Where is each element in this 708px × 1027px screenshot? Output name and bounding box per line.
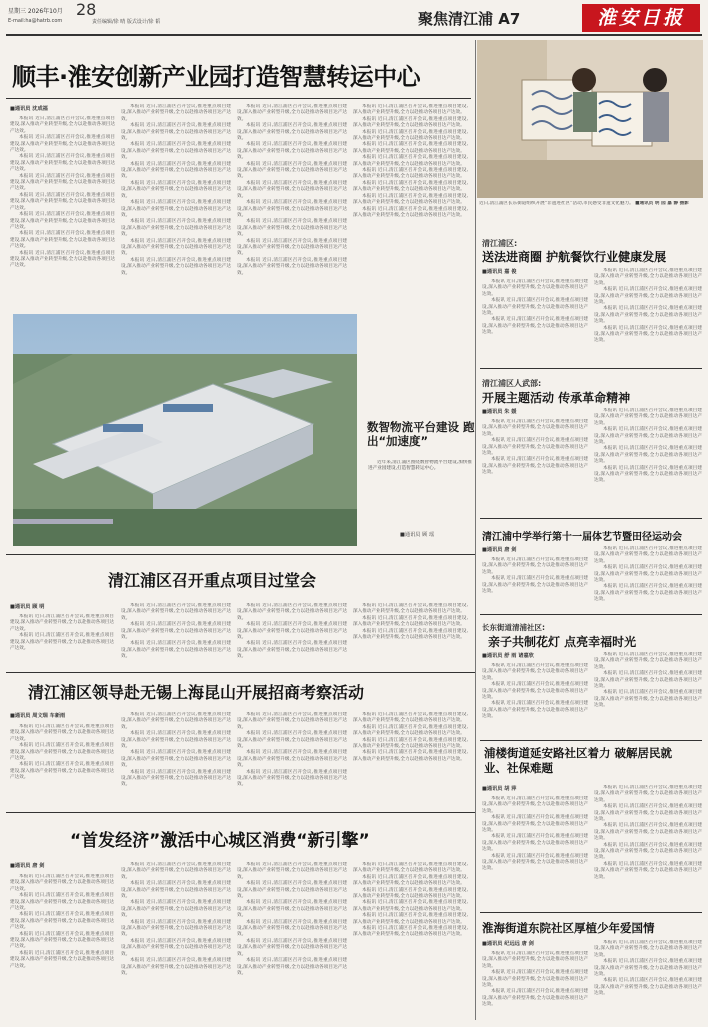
economy-col-3: 本报讯 近日,清江浦区召开会议,推进重点项目建设,深入推动产业转型升级,全力以赴推动各项目达产达效。 本报讯 近日,清江浦区召开会议,推进重点项目建设,深入推动产业转型升级,全力以赴推动各项目达产达效。 本报讯 近日,清江浦区召开会议,推进重点项目建设,深入推动产业转型升级,全力以赴推动各项目达产达效。 本报讯 近日,清江浦区召开会议,推进重点项目建设,深入推动产业转型升级,全力以赴推动各项目达产达效。 本报讯 近日,清江浦区召开会议,推进重点项目建设,深入推动产业转型升级,全力以赴推动各项目达产达效。 本报讯 近日,清江浦区召开会议,推进重点项目建设,深入推动产业转型升级,全力以赴推动各项目达产达效。 [237, 862, 347, 976]
article-5-title: 浦楼街道延安路社区着力 破解居民就业、社保难题 [484, 746, 673, 775]
article-4-byline: ■通讯员 舒 雨 诸嘉欣 [482, 653, 534, 659]
article-6-col-2: 本报讯 近日,清江浦区召开会议,推进重点项目建设,深入推动产业转型升级,全力以赴推动各项目达产达效。 本报讯 近日,清江浦区召开会议,推进重点项目建设,深入推动产业转型升级,全力以赴推动各项目达产达效。 本报讯 近日,清江浦区召开会议,推进重点项目建设,深入推动产业转型升级,全力以赴推动各项目达产达效。 [594, 940, 702, 997]
article-4-tag: 长东街道清浦社区: [482, 623, 545, 632]
meeting-title: 清江浦区召开重点项目过堂会 [108, 571, 317, 590]
lead-rule [6, 98, 471, 99]
article-2-col-1: 本报讯 近日,清江浦区召开会议,推进重点项目建设,深入推动产业转型升级,全力以赴推动各项目达产达效。 本报讯 近日,清江浦区召开会议,推进重点项目建设,深入推动产业转型升级,全力以赴推动各项目达产达效。 本报讯 近日,清江浦区召开会议,推进重点项目建设,深入推动产业转型升级,全力以赴推动各项目达产达效。 [482, 419, 588, 476]
investment-col-1: 本报讯 近日,清江浦区召开会议,推进重点项目建设,深入推动产业转型升级,全力以赴推动各项目达产达效。 本报讯 近日,清江浦区召开会议,推进重点项目建设,深入推动产业转型升级,全力以赴推动各项目达产达效。 本报讯 近日,清江浦区召开会议,推进重点项目建设,深入推动产业转型升级,全力以赴推动各项目达产达效。 [10, 724, 114, 781]
heritage-photo-art [477, 40, 703, 198]
lead-title: 顺丰·淮安创新产业园打造智慧转运中心 [12, 63, 421, 91]
economy-byline: ■通讯员 唐 剑 [10, 863, 45, 869]
meeting-col-3: 本报讯 近日,清江浦区召开会议,推进重点项目建设,深入推动产业转型升级,全力以赴推动各项目达产达效。 本报讯 近日,清江浦区召开会议,推进重点项目建设,深入推动产业转型升级,全力以赴推动各项目达产达效。 本报讯 近日,清江浦区召开会议,推进重点项目建设,深入推动产业转型升级,全力以赴推动各项目达产达效。 [237, 603, 347, 660]
article-3-col-1: 本报讯 近日,清江浦区召开会议,推进重点项目建设,深入推动产业转型升级,全力以赴推动各项目达产达效。 本报讯 近日,清江浦区召开会议,推进重点项目建设,深入推动产业转型升级,全力以赴推动各项目达产达效。 [482, 557, 588, 595]
meeting-byline: ■通讯员 顾 明 [10, 604, 45, 610]
issue-date: 星期三 2026年10月 [8, 8, 63, 15]
article-1-col-1: 本报讯 近日,清江浦区召开会议,推进重点项目建设,深入推动产业转型升级,全力以赴推动各项目达产达效。 本报讯 近日,清江浦区召开会议,推进重点项目建设,深入推动产业转型升级,全力以赴推动各项目达产达效。 本报讯 近日,清江浦区召开会议,推进重点项目建设,深入推动产业转型升级,全力以赴推动各项目达产达效。 [482, 279, 588, 336]
investment-col-4: 本报讯 近日,清江浦区召开会议,推进重点项目建设,深入推动产业转型升级,全力以赴推动各项目达产达效。 本报讯 近日,清江浦区召开会议,推进重点项目建设,深入推动产业转型升级,全力以赴推动各项目达产达效。 本报讯 近日,清江浦区召开会议,推进重点项目建设,深入推动产业转型升级,全力以赴推动各项目达产达效。 本报讯 近日,清江浦区召开会议,推进重点项目建设,深入推动产业转型升级,全力以赴推动各项目达产达效。 [353, 712, 468, 762]
meeting-col-4: 本报讯 近日,清江浦区召开会议,推进重点项目建设,深入推动产业转型升级,全力以赴推动各项目达产达效。 本报讯 近日,清江浦区召开会议,推进重点项目建设,深入推动产业转型升级,全力以赴推动各项目达产达效。 本报讯 近日,清江浦区召开会议,推进重点项目建设,深入推动产业转型升级,全力以赴推动各项目达产达效。 [353, 603, 468, 641]
article-2-title: 开展主题活动 传承革命精神 [482, 391, 631, 405]
economy-col-4: 本报讯 近日,清江浦区召开会议,推进重点项目建设,深入推动产业转型升级,全力以赴推动各项目达产达效。 本报讯 近日,清江浦区召开会议,推进重点项目建设,深入推动产业转型升级,全力以赴推动各项目达产达效。 本报讯 近日,清江浦区召开会议,推进重点项目建设,深入推动产业转型升级,全力以赴推动各项目达产达效。 本报讯 近日,清江浦区召开会议,推进重点项目建设,深入推动产业转型升级,全力以赴推动各项目达产达效。 本报讯 近日,清江浦区召开会议,推进重点项目建设,深入推动产业转型升级,全力以赴推动各项目达产达效。 本报讯 近日,清江浦区召开会议,推进重点项目建设,深入推动产业转型升级,全力以赴推动各项目达产达效。 [353, 862, 468, 938]
article-2-tag: 清江浦区人武部: [482, 379, 542, 388]
article-3-title: 清江浦中学举行第十一届体艺节暨田径运动会 [482, 532, 682, 543]
article-3-col-2: 本报讯 近日,清江浦区召开会议,推进重点项目建设,深入推动产业转型升级,全力以赴推动各项目达产达效。 本报讯 近日,清江浦区召开会议,推进重点项目建设,深入推动产业转型升级,全力以赴推动各项目达产达效。 本报讯 近日,清江浦区召开会议,推进重点项目建设,深入推动产业转型升级,全力以赴推动各项目达产达效。 [594, 546, 702, 603]
article-4-col-2: 本报讯 近日,清江浦区召开会议,推进重点项目建设,深入推动产业转型升级,全力以赴推动各项目达产达效。 本报讯 近日,清江浦区召开会议,推进重点项目建设,深入推动产业转型升级,全力以赴推动各项目达产达效。 本报讯 近日,清江浦区召开会议,推进重点项目建设,深入推动产业转型升级,全力以赴推动各项目达产达效。 [594, 652, 702, 709]
photo-credit: ■通讯员 顾 瑶 [400, 532, 435, 538]
article-6-byline: ■通讯员 纪远远 唐 剑 [482, 941, 534, 947]
article-4-col-1: 本报讯 近日,清江浦区召开会议,推进重点项目建设,深入推动产业转型升级,全力以赴推动各项目达产达效。 本报讯 近日,清江浦区召开会议,推进重点项目建设,深入推动产业转型升级,全力以赴推动各项目达产达效。 本报讯 近日,清江浦区召开会议,推进重点项目建设,深入推动产业转型升级,全力以赴推动各项目达产达效。 [482, 663, 588, 720]
article-2-col-2: 本报讯 近日,清江浦区召开会议,推进重点项目建设,深入推动产业转型升级,全力以赴推动各项目达产达效。 本报讯 近日,清江浦区召开会议,推进重点项目建设,深入推动产业转型升级,全力以赴推动各项目达产达效。 本报讯 近日,清江浦区召开会议,推进重点项目建设,深入推动产业转型升级,全力以赴推动各项目达产达效。 本报讯 近日,清江浦区召开会议,推进重点项目建设,深入推动产业转型升级,全力以赴推动各项目达产达效。 [594, 408, 702, 484]
meeting-col-1: 本报讯 近日,清江浦区召开会议,推进重点项目建设,深入推动产业转型升级,全力以赴推动各项目达产达效。 本报讯 近日,清江浦区召开会议,推进重点项目建设,深入推动产业转型升级,全力以赴推动各项目达产达效。 [10, 614, 114, 652]
lead-col-1: 本报讯 近日,清江浦区召开会议,推进重点项目建设,深入推动产业转型升级,全力以赴推动各项目达产达效。 本报讯 近日,清江浦区召开会议,推进重点项目建设,深入推动产业转型升级,全力以赴推动各项目达产达效。 本报讯 近日,清江浦区召开会议,推进重点项目建设,深入推动产业转型升级,全力以赴推动各项目达产达效。 本报讯 近日,清江浦区召开会议,推进重点项目建设,深入推动产业转型升级,全力以赴推动各项目达产达效。 本报讯 近日,清江浦区召开会议,推进重点项目建设,深入推动产业转型升级,全力以赴推动各项目达产达效。 本报讯 近日,清江浦区召开会议,推进重点项目建设,深入推动产业转型升级,全力以赴推动各项目达产达效。 本报讯 近日,清江浦区召开会议,推进重点项目建设,深入推动产业转型升级,全力以赴推动各项目达产达效。 本报讯 近日,清江浦区召开会议,推进重点项目建设,深入推动产业转型升级,全力以赴推动各项目达产达效。 [10, 116, 115, 269]
article-3-byline: ■通讯员 唐 剑 [482, 547, 517, 553]
article-1-byline: ■通讯员 嘉 俊 [482, 269, 517, 275]
masthead-rule [6, 34, 702, 36]
economy-col-2: 本报讯 近日,清江浦区召开会议,推进重点项目建设,深入推动产业转型升级,全力以赴推动各项目达产达效。 本报讯 近日,清江浦区召开会议,推进重点项目建设,深入推动产业转型升级,全力以赴推动各项目达产达效。 本报讯 近日,清江浦区召开会议,推进重点项目建设,深入推动产业转型升级,全力以赴推动各项目达产达效。 本报讯 近日,清江浦区召开会议,推进重点项目建设,深入推动产业转型升级,全力以赴推动各项目达产达效。 本报讯 近日,清江浦区召开会议,推进重点项目建设,深入推动产业转型升级,全力以赴推动各项目达产达效。 本报讯 近日,清江浦区召开会议,推进重点项目建设,深入推动产业转型升级,全力以赴推动各项目达产达效。 [121, 862, 231, 976]
article-1-tag: 清江浦区: [482, 239, 518, 248]
email: E-mail:ha@hatrb.com [8, 18, 63, 24]
article-3-rule [480, 518, 702, 519]
article-6-rule [480, 912, 702, 913]
article-5-byline: ■通讯员 胡 萍 [482, 786, 517, 792]
issue-day: 28 [76, 0, 97, 19]
column-divider [475, 40, 476, 1020]
investment-col-2: 本报讯 近日,清江浦区召开会议,推进重点项目建设,深入推动产业转型升级,全力以赴推动各项目达产达效。 本报讯 近日,清江浦区召开会议,推进重点项目建设,深入推动产业转型升级,全力以赴推动各项目达产达效。 本报讯 近日,清江浦区召开会议,推进重点项目建设,深入推动产业转型升级,全力以赴推动各项目达产达效。 本报讯 近日,清江浦区召开会议,推进重点项目建设,深入推动产业转型升级,全力以赴推动各项目达产达效。 [121, 712, 231, 788]
article-5-col-1: 本报讯 近日,清江浦区召开会议,推进重点项目建设,深入推动产业转型升级,全力以赴推动各项目达产达效。 本报讯 近日,清江浦区召开会议,推进重点项目建设,深入推动产业转型升级,全力以赴推动各项目达产达效。 本报讯 近日,清江浦区召开会议,推进重点项目建设,深入推动产业转型升级,全力以赴推动各项目达产达效。 本报讯 近日,清江浦区召开会议,推进重点项目建设,深入推动产业转型升级,全力以赴推动各项目达产达效。 [482, 796, 588, 872]
article-6-col-1: 本报讯 近日,清江浦区召开会议,推进重点项目建设,深入推动产业转型升级,全力以赴推动各项目达产达效。 本报讯 近日,清江浦区召开会议,推进重点项目建设,深入推动产业转型升级,全力以赴推动各项目达产达效。 本报讯 近日,清江浦区召开会议,推进重点项目建设,深入推动产业转型升级,全力以赴推动各项目达产达效。 [482, 951, 588, 1008]
logistics-photo [13, 314, 357, 546]
article-6-title: 淮海街道东院社区厚植少年爱国情 [482, 921, 655, 935]
article-5-rule [480, 740, 702, 741]
meeting-rule [6, 554, 475, 555]
heritage-photo [477, 40, 703, 198]
photo-caption: 近年来,清江浦区围绕数智物流平台建设,加快推进产业园建设,打造智慧转运中心。 [368, 460, 472, 472]
economy-rule [6, 812, 475, 813]
photo-title: 数智物流平台建设 跑出“加速度” [367, 420, 475, 448]
economy-title: “首发经济”激活中心城区消费“新引擎” [70, 831, 370, 851]
lead-col-4: 本报讯 近日,清江浦区召开会议,推进重点项目建设,深入推动产业转型升级,全力以赴推动各项目达产达效。 本报讯 近日,清江浦区召开会议,推进重点项目建设,深入推动产业转型升级,全力以赴推动各项目达产达效。 本报讯 近日,清江浦区召开会议,推进重点项目建设,深入推动产业转型升级,全力以赴推动各项目达产达效。 本报讯 近日,清江浦区召开会议,推进重点项目建设,深入推动产业转型升级,全力以赴推动各项目达产达效。 本报讯 近日,清江浦区召开会议,推进重点项目建设,深入推动产业转型升级,全力以赴推动各项目达产达效。 本报讯 近日,清江浦区召开会议,推进重点项目建设,深入推动产业转型升级,全力以赴推动各项目达产达效。 本报讯 近日,清江浦区召开会议,推进重点项目建设,深入推动产业转型升级,全力以赴推动各项目达产达效。 本报讯 近日,清江浦区召开会议,推进重点项目建设,深入推动产业转型升级,全力以赴推动各项目达产达效。 本报讯 近日,清江浦区召开会议,推进重点项目建设,深入推动产业转型升级,全力以赴推动各项目达产达效。 [353, 104, 468, 218]
article-5-col-2: 本报讯 近日,清江浦区召开会议,推进重点项目建设,深入推动产业转型升级,全力以赴推动各项目达产达效。 本报讯 近日,清江浦区召开会议,推进重点项目建设,深入推动产业转型升级,全力以赴推动各项目达产达效。 本报讯 近日,清江浦区召开会议,推进重点项目建设,深入推动产业转型升级,全力以赴推动各项目达产达效。 本报讯 近日,清江浦区召开会议,推进重点项目建设,深入推动产业转型升级,全力以赴推动各项目达产达效。 本报讯 近日,清江浦区召开会议,推进重点项目建设,深入推动产业转型升级,全力以赴推动各项目达产达效。 [594, 785, 702, 880]
heritage-caption: 近日,清江浦区长东街道组织开展“非遗进社区”活动,市民感受非遗文化魅力。 ■通讯员 明 园 嘉 静 摄影 [479, 201, 689, 206]
article-1-title: 送法进商圈 护航餐饮行业健康发展 [482, 250, 667, 264]
article-2-rule [480, 368, 702, 369]
investment-title: 清江浦区领导赴无锡上海昆山开展招商考察活动 [28, 683, 365, 702]
article-4-title: 亲子共制花灯 点亮幸福时光 [488, 635, 637, 649]
staff-line: 责任编辑/徐 晴 版式设计/徐 韬 [92, 19, 161, 25]
lead-byline: ■通讯员 沈成福 [10, 106, 48, 112]
article-4-rule [480, 614, 702, 615]
paper-logo: 淮安日报 [582, 4, 700, 32]
article-1-col-2: 本报讯 近日,清江浦区召开会议,推进重点项目建设,深入推动产业转型升级,全力以赴推动各项目达产达效。 本报讯 近日,清江浦区召开会议,推进重点项目建设,深入推动产业转型升级,全力以赴推动各项目达产达效。 本报讯 近日,清江浦区召开会议,推进重点项目建设,深入推动产业转型升级,全力以赴推动各项目达产达效。 本报讯 近日,清江浦区召开会议,推进重点项目建设,深入推动产业转型升级,全力以赴推动各项目达产达效。 [594, 268, 702, 344]
section-title: 聚焦清江浦 A7 [418, 10, 521, 28]
investment-col-3: 本报讯 近日,清江浦区召开会议,推进重点项目建设,深入推动产业转型升级,全力以赴推动各项目达产达效。 本报讯 近日,清江浦区召开会议,推进重点项目建设,深入推动产业转型升级,全力以赴推动各项目达产达效。 本报讯 近日,清江浦区召开会议,推进重点项目建设,深入推动产业转型升级,全力以赴推动各项目达产达效。 本报讯 近日,清江浦区召开会议,推进重点项目建设,深入推动产业转型升级,全力以赴推动各项目达产达效。 [237, 712, 347, 788]
lead-col-3: 本报讯 近日,清江浦区召开会议,推进重点项目建设,深入推动产业转型升级,全力以赴推动各项目达产达效。 本报讯 近日,清江浦区召开会议,推进重点项目建设,深入推动产业转型升级,全力以赴推动各项目达产达效。 本报讯 近日,清江浦区召开会议,推进重点项目建设,深入推动产业转型升级,全力以赴推动各项目达产达效。 本报讯 近日,清江浦区召开会议,推进重点项目建设,深入推动产业转型升级,全力以赴推动各项目达产达效。 本报讯 近日,清江浦区召开会议,推进重点项目建设,深入推动产业转型升级,全力以赴推动各项目达产达效。 本报讯 近日,清江浦区召开会议,推进重点项目建设,深入推动产业转型升级,全力以赴推动各项目达产达效。 本报讯 近日,清江浦区召开会议,推进重点项目建设,深入推动产业转型升级,全力以赴推动各项目达产达效。 本报讯 近日,清江浦区召开会议,推进重点项目建设,深入推动产业转型升级,全力以赴推动各项目达产达效。 本报讯 近日,清江浦区召开会议,推进重点项目建设,深入推动产业转型升级,全力以赴推动各项目达产达效。 [237, 104, 347, 276]
economy-col-1: 本报讯 近日,清江浦区召开会议,推进重点项目建设,深入推动产业转型升级,全力以赴推动各项目达产达效。 本报讯 近日,清江浦区召开会议,推进重点项目建设,深入推动产业转型升级,全力以赴推动各项目达产达效。 本报讯 近日,清江浦区召开会议,推进重点项目建设,深入推动产业转型升级,全力以赴推动各项目达产达效。 本报讯 近日,清江浦区召开会议,推进重点项目建设,深入推动产业转型升级,全力以赴推动各项目达产达效。 本报讯 近日,清江浦区召开会议,推进重点项目建设,深入推动产业转型升级,全力以赴推动各项目达产达效。 [10, 874, 114, 969]
logistics-photo-art [13, 314, 357, 546]
lead-col-2: 本报讯 近日,清江浦区召开会议,推进重点项目建设,深入推动产业转型升级,全力以赴推动各项目达产达效。 本报讯 近日,清江浦区召开会议,推进重点项目建设,深入推动产业转型升级,全力以赴推动各项目达产达效。 本报讯 近日,清江浦区召开会议,推进重点项目建设,深入推动产业转型升级,全力以赴推动各项目达产达效。 本报讯 近日,清江浦区召开会议,推进重点项目建设,深入推动产业转型升级,全力以赴推动各项目达产达效。 本报讯 近日,清江浦区召开会议,推进重点项目建设,深入推动产业转型升级,全力以赴推动各项目达产达效。 本报讯 近日,清江浦区召开会议,推进重点项目建设,深入推动产业转型升级,全力以赴推动各项目达产达效。 本报讯 近日,清江浦区召开会议,推进重点项目建设,深入推动产业转型升级,全力以赴推动各项目达产达效。 本报讯 近日,清江浦区召开会议,推进重点项目建设,深入推动产业转型升级,全力以赴推动各项目达产达效。 本报讯 近日,清江浦区召开会议,推进重点项目建设,深入推动产业转型升级,全力以赴推动各项目达产达效。 [121, 104, 231, 276]
investment-rule [6, 672, 475, 673]
investment-byline: ■通讯员 周文瑞 车新雨 [10, 713, 66, 719]
article-2-byline: ■通讯员 朱 媛 [482, 409, 517, 415]
meeting-col-2: 本报讯 近日,清江浦区召开会议,推进重点项目建设,深入推动产业转型升级,全力以赴推动各项目达产达效。 本报讯 近日,清江浦区召开会议,推进重点项目建设,深入推动产业转型升级,全力以赴推动各项目达产达效。 本报讯 近日,清江浦区召开会议,推进重点项目建设,深入推动产业转型升级,全力以赴推动各项目达产达效。 [121, 603, 231, 660]
